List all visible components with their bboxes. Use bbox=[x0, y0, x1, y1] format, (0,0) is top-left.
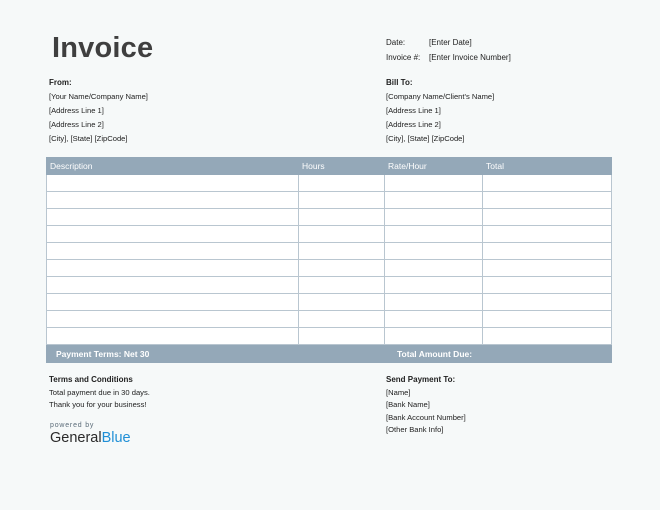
hours-cell[interactable] bbox=[298, 226, 384, 242]
send-payment-heading: Send Payment To: bbox=[386, 375, 456, 384]
total-cell[interactable] bbox=[482, 311, 612, 327]
total-cell[interactable] bbox=[482, 294, 612, 310]
bill-to-section bbox=[386, 76, 494, 146]
description-cell[interactable] bbox=[46, 328, 298, 344]
column-total: Total bbox=[486, 161, 504, 171]
table-row bbox=[46, 260, 612, 277]
bill-to-city-state-zip[interactable]: [City], [State] [ZipCode] bbox=[386, 134, 465, 143]
brand-name-part1: General bbox=[50, 430, 102, 446]
table-row bbox=[46, 294, 612, 311]
description-cell[interactable] bbox=[46, 226, 298, 242]
table-row bbox=[46, 243, 612, 260]
rate-cell[interactable] bbox=[384, 260, 482, 276]
table-body bbox=[46, 175, 612, 345]
from-address-1[interactable]: [Address Line 1] bbox=[49, 106, 104, 115]
bill-to-heading: Bill To: bbox=[386, 78, 413, 87]
from-name[interactable]: [Your Name/Company Name] bbox=[49, 92, 148, 101]
table-header bbox=[46, 157, 612, 175]
total-cell[interactable] bbox=[482, 226, 612, 242]
table-row bbox=[46, 192, 612, 209]
rate-cell[interactable] bbox=[384, 243, 482, 259]
total-cell[interactable] bbox=[482, 192, 612, 208]
from-city-state-zip[interactable]: [City], [State] [ZipCode] bbox=[49, 134, 128, 143]
terms-line-1: Total payment due in 30 days. bbox=[49, 387, 150, 397]
description-cell[interactable] bbox=[46, 294, 298, 310]
invoice-number-row bbox=[386, 53, 511, 68]
powered-by-text: powered by bbox=[50, 422, 95, 429]
payee-name[interactable]: [Name] bbox=[386, 387, 411, 397]
from-section bbox=[49, 76, 148, 146]
table-row bbox=[46, 226, 612, 243]
date-row bbox=[386, 38, 511, 53]
column-rate: Rate/Hour bbox=[388, 161, 427, 171]
invoice-number-label: Invoice #: bbox=[386, 53, 421, 62]
line-items-table bbox=[46, 157, 612, 363]
description-cell[interactable] bbox=[46, 243, 298, 259]
terms-section bbox=[49, 374, 150, 412]
table-row bbox=[46, 175, 612, 192]
rate-cell[interactable] bbox=[384, 175, 482, 191]
brand-name-part2: Blue bbox=[101, 430, 131, 446]
hours-cell[interactable] bbox=[298, 294, 384, 310]
hours-cell[interactable] bbox=[298, 328, 384, 344]
rate-cell[interactable] bbox=[384, 311, 482, 327]
total-cell[interactable] bbox=[482, 277, 612, 293]
hours-cell[interactable] bbox=[298, 311, 384, 327]
bank-name[interactable]: [Bank Name] bbox=[386, 400, 430, 409]
rate-cell[interactable] bbox=[384, 328, 482, 344]
description-cell[interactable] bbox=[46, 175, 298, 191]
description-cell[interactable] bbox=[46, 192, 298, 208]
hours-cell[interactable] bbox=[298, 243, 384, 259]
hours-cell[interactable] bbox=[298, 209, 384, 225]
terms-heading: Terms and Conditions bbox=[49, 375, 133, 384]
hours-cell[interactable] bbox=[298, 260, 384, 276]
total-cell[interactable] bbox=[482, 260, 612, 276]
date-label: Date: bbox=[386, 38, 406, 47]
total-cell[interactable] bbox=[482, 175, 612, 191]
total-cell[interactable] bbox=[482, 209, 612, 225]
send-payment-section bbox=[386, 374, 466, 437]
table-row bbox=[46, 209, 612, 226]
brand-logo bbox=[50, 422, 131, 446]
bill-to-address-2[interactable]: [Address Line 2] bbox=[386, 120, 441, 129]
from-address-2[interactable]: [Address Line 2] bbox=[49, 120, 104, 129]
rate-cell[interactable] bbox=[384, 294, 482, 310]
payment-terms: Payment Terms: Net 30 bbox=[56, 349, 150, 359]
terms-line-2: Thank you for your business! bbox=[49, 400, 147, 409]
table-footer bbox=[46, 345, 612, 363]
from-heading: From: bbox=[49, 78, 72, 87]
bank-account-number[interactable]: [Bank Account Number] bbox=[386, 412, 466, 422]
column-hours: Hours bbox=[302, 161, 325, 171]
invoice-meta bbox=[386, 38, 511, 68]
date-value[interactable]: [Enter Date] bbox=[429, 38, 472, 47]
description-cell[interactable] bbox=[46, 209, 298, 225]
total-cell[interactable] bbox=[482, 243, 612, 259]
rate-cell[interactable] bbox=[384, 226, 482, 242]
hours-cell[interactable] bbox=[298, 277, 384, 293]
brand-name bbox=[50, 430, 131, 446]
description-cell[interactable] bbox=[46, 260, 298, 276]
bill-to-address-1[interactable]: [Address Line 1] bbox=[386, 106, 441, 115]
hours-cell[interactable] bbox=[298, 175, 384, 191]
description-cell[interactable] bbox=[46, 277, 298, 293]
description-cell[interactable] bbox=[46, 311, 298, 327]
rate-cell[interactable] bbox=[384, 209, 482, 225]
table-row bbox=[46, 277, 612, 294]
invoice-title: Invoice bbox=[52, 32, 154, 64]
table-row bbox=[46, 311, 612, 328]
rate-cell[interactable] bbox=[384, 277, 482, 293]
other-bank-info[interactable]: [Other Bank Info] bbox=[386, 425, 444, 434]
invoice-number-value[interactable]: [Enter Invoice Number] bbox=[429, 53, 511, 62]
total-cell[interactable] bbox=[482, 328, 612, 344]
rate-cell[interactable] bbox=[384, 192, 482, 208]
hours-cell[interactable] bbox=[298, 192, 384, 208]
table-row bbox=[46, 328, 612, 345]
total-amount-due-label: Total Amount Due: bbox=[397, 349, 473, 359]
bill-to-name[interactable]: [Company Name/Client's Name] bbox=[386, 92, 495, 101]
column-description: Description bbox=[50, 161, 93, 171]
